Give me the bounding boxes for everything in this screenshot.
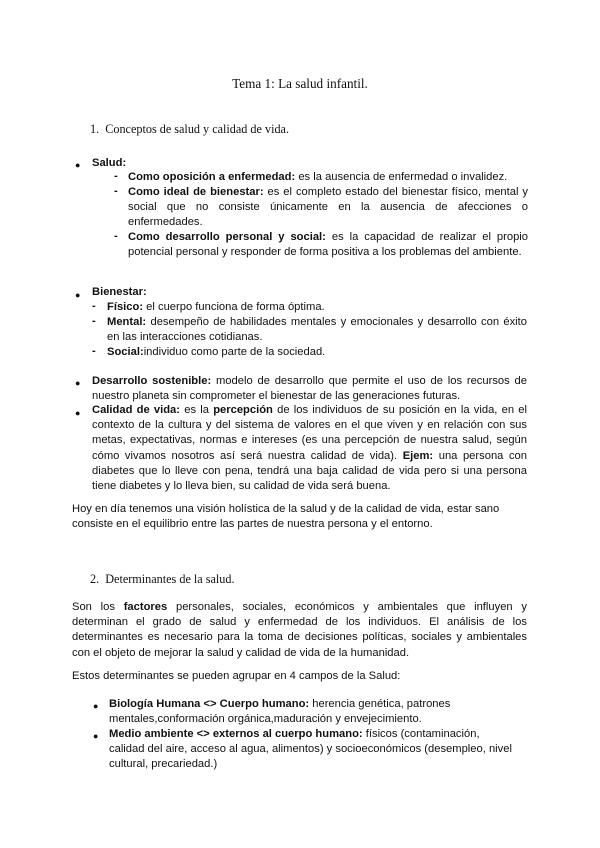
section-1-heading [90,122,289,137]
campo-item: Biología Humana <> Cuerpo humano: herencia genética, patrones mentales,conformación orgánica,maduración y envejecimiento. [109,698,451,726]
salud-item: Como desarrollo personal y social: es la capacidad de realizar el propio potencial personal y responder de forma positiva a los problemas del ambiente. [128,231,529,259]
dash-icon: - [114,230,118,242]
desarrollo-sostenible: Desarrollo sostenible: modelo de desarrollo que permite el uso de los recursos de nuestro planeta sin comprometer el bienestar de las generaciones futuras. [92,375,527,403]
calidad-de-vida: Calidad de vida: es la percepción de los individuos de su posición en la vida, en el contexto de la cultura y del sistema de valores en el que viven y en relación con sus metas, expectativas, normas e intereses (es una percepción de nuestra salud, según cómo vivamos nosotros así será nuestra calidad de vida). Ejem: una persona con diabetes que lo lleve con pena, tendrá una baja calidad de vida pero si una persona tiene diabetes y lo lleva bien, su calidad de vida será buena. [92,404,527,493]
bullet-icon: ● [93,731,99,741]
bullet-icon: ● [75,378,81,388]
bienestar-item: Social:individuo como parte de la sociedad. [107,346,326,358]
dash-icon: - [92,315,96,327]
bullet-icon: ● [93,701,99,711]
dash-icon: - [92,300,96,312]
section-title: Conceptos de salud y calidad de vida. [105,122,290,136]
bienestar-item: Mental: desempeño de habilidades mentales y emocionales y desarrollo con éxito en las interacciones cotidianas. [107,316,527,344]
page-title: Tema 1: La salud infantil. [232,76,368,91]
bienestar-label: Bienestar: [92,286,147,298]
bullet-icon: ● [75,160,81,170]
determinantes-paragraph: Son los factores personales, sociales, económicos y ambientales que influyen y determinan el grado de salud y enfermedad de los individuos. El análisis de los determinantes es necesario para la toma de decisiones políticas, sociales y ambientales con el objeto de mejorar la salud y calidad de vida de la humanidad. [72,601,527,659]
bullet-icon: ● [75,408,81,418]
section-number: 2. [90,572,100,586]
dash-icon: - [114,185,118,197]
salud-item: Como oposición a enfermedad: es la ausencia de enfermedad o invalidez. [128,171,508,183]
section-title: Determinantes de la salud. [105,572,235,586]
campo-item: Medio ambiente <> externos al cuerpo humano: físicos (contaminación, calidad del aire, acceso al agua, alimentos) y socioeconómicos (desempleo, nivel cultural, precariedad.) [109,728,512,771]
salud-item: Como ideal de bienestar: es el completo estado del bienestar físico, mental y social que no consiste únicamente en la ausencia de afecciones o enfermedades. [128,186,528,229]
bullet-icon: ● [75,290,81,300]
section-2-heading [90,572,235,587]
campos-intro: Estos determinantes se pueden agrupar en 4 campos de la Salud: [72,670,401,682]
bienestar-item: Físico: el cuerpo funciona de forma óptima. [107,301,325,313]
section-number: 1. [90,122,100,136]
salud-label: Salud: [92,157,127,169]
dash-icon: - [92,345,96,357]
holistic-paragraph: Hoy en día tenemos una visión holística de la salud y de la calidad de vida, estar sano consiste en el equilibrio entre las partes de nuestra persona y el entorno. [72,503,500,531]
dash-icon: - [114,170,118,182]
